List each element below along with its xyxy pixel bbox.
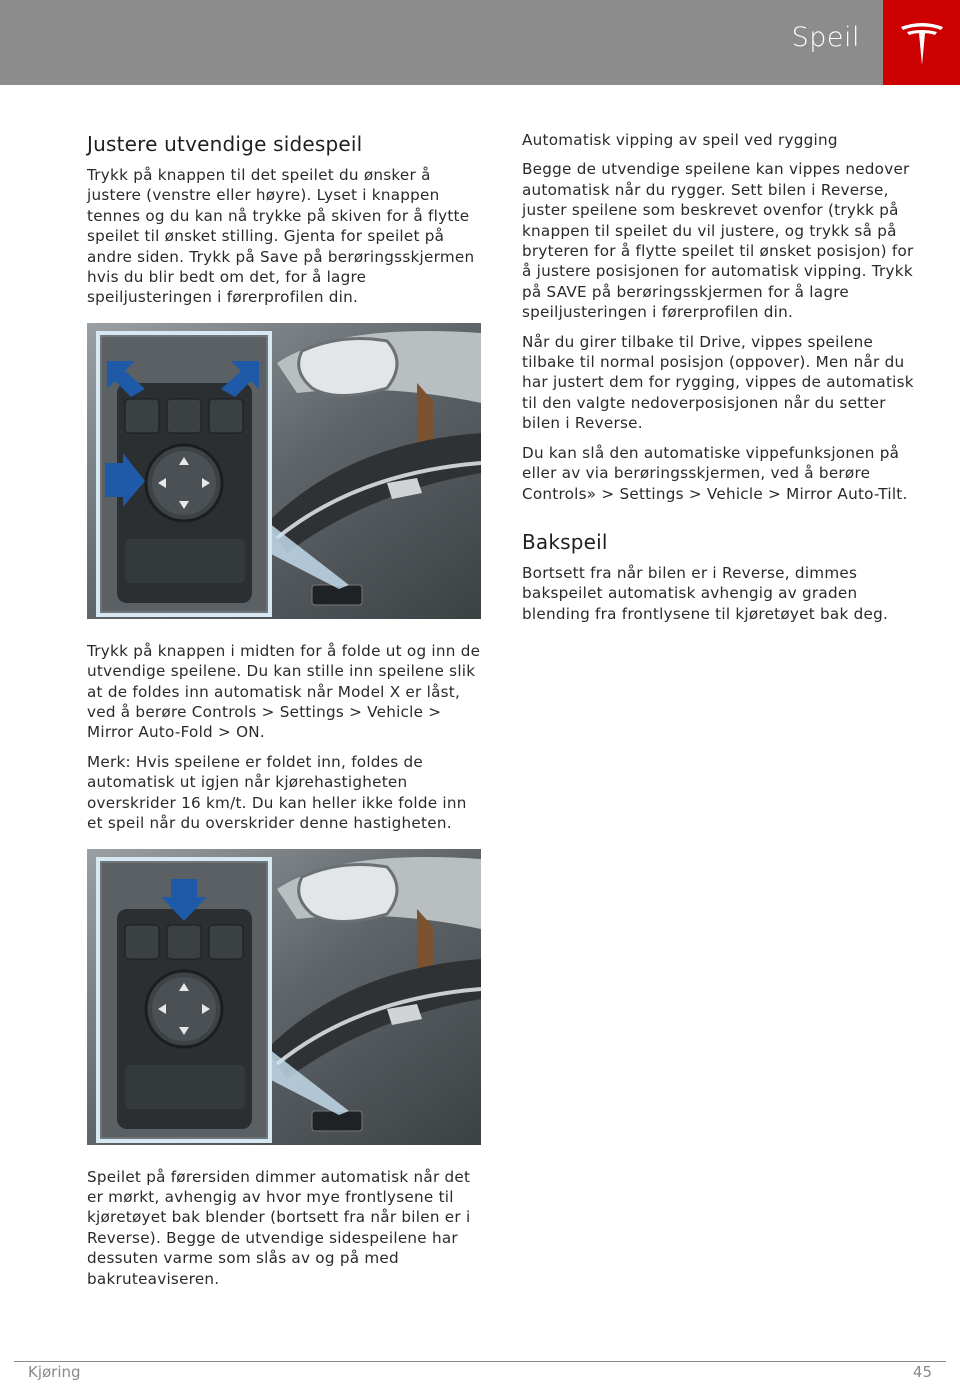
page-header	[0, 0, 960, 85]
paragraph: Trykk på knappen i midten for å folde ut og inn de utvendige speilene. Du kan stille inn speilene slik at de foldes inn automatisk når Model X er låst, ved å berøre Controls > Settings > Vehicle > Mirror Auto-Fold > ON.	[87, 641, 481, 742]
note-paragraph: Merk: Hvis speilene er foldet inn, foldes de automatisk ut igjen når kjørehastigheten overskrider 16 km/t. Du kan heller ikke folde inn et speil når du overskrider denne hastigheten.	[87, 752, 467, 833]
tesla-logo-icon	[899, 18, 945, 68]
right-column	[522, 130, 917, 633]
mirror-adjust-illustration	[87, 323, 481, 619]
mirror-fold-illustration	[87, 849, 481, 1145]
paragraph: Du kan slå den automatiske vippefunksjonen på eller av via berøringsskjermen, ved å berøre Controls» > Settings > Vehicle > Mirror Auto-Tilt.	[522, 443, 908, 503]
paragraph: Når du girer tilbake til Drive, vippes speilene tilbake til normal posisjon (oppover). Men når du har justert dem for rygging, vippes de automatisk til den valgte nedoverposisjonen når du setter bilen i Reverse.	[522, 332, 914, 433]
paragraph: Begge de utvendige speilene kan vippes nedover automatisk når du rygger. Sett bilen i Reverse, juster speilene som beskrevet ovenfor (trykk på knappen til speilet du vil justere, og trykk så på bryteren for å flytte speilet til ønsket posisjon) for å justere posisjonen for automatisk vipping. Trykk på SAVE på berøringsskjermen for å lagre speiljusteringen i førerprofilen din.	[522, 160, 914, 322]
section-heading-exterior-mirrors: Justere utvendige sidespeil	[87, 132, 363, 156]
footer-divider	[14, 1361, 946, 1362]
left-column	[87, 130, 482, 1298]
footer-section-name: Kjøring	[28, 1363, 81, 1381]
subheading-auto-tilt: Automatisk vipping av speil ved rygging	[522, 131, 838, 149]
paragraph: Bortsett fra når bilen er i Reverse, dimmes bakspeilet automatisk avhengig av graden blending fra frontlysene til kjøretøyet bak deg.	[522, 563, 889, 623]
page-number: 45	[912, 1363, 932, 1381]
paragraph: Speilet på førersiden dimmer automatisk når det er mørkt, avhengig av hvor mye frontlysene til kjøretøyet bak blender (bortsett fra når bilen er i Reverse). Begge de utvendige sidespeilene har dessuten varme som slås av og på med bakruteaviseren.	[87, 1167, 471, 1288]
page-title: Speil	[791, 22, 860, 53]
paragraph: Trykk på knappen til det speilet du ønsker å justere (venstre eller høyre). Lyset i knappen tennes og du kan nå trykke på skiven for å flytte speilet til ønsket stilling. Gjenta for speilet på andre siden. Trykk på Save på berøringsskjermen hvis du blir bedt om det, for å lagre speiljusteringen i førerprofilen din.	[87, 166, 475, 307]
logo-box	[883, 0, 960, 85]
section-heading-rearview-mirror: Bakspeil	[522, 529, 608, 554]
